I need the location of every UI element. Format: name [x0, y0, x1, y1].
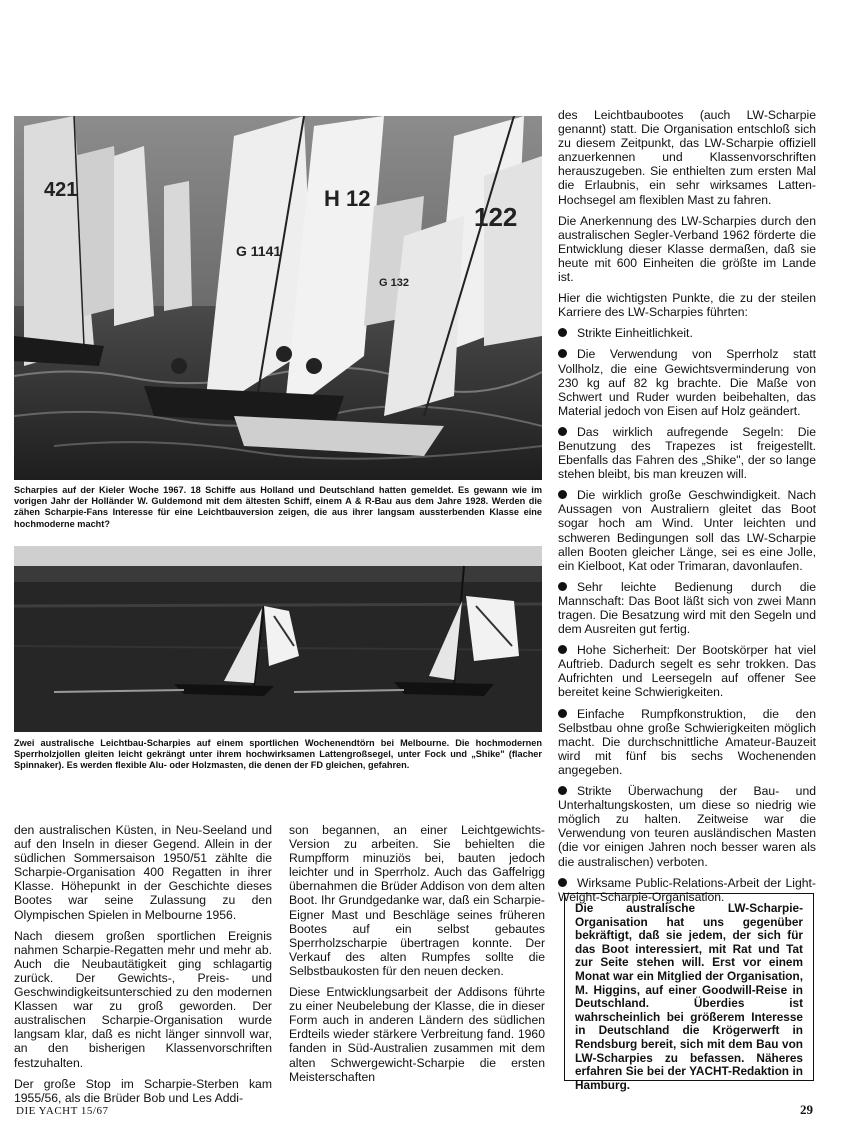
bullet-text: Das wirklich aufregende Segeln: Die Benutzung des Trapezes ist freigestellt. Ebenfalls das Fahren des „Shike", der so lange stehen bleibt, bis man kreuzen will.	[558, 424, 816, 482]
column-3-paragraph: Hier die wichtigsten Punkte, die zu der steilen Karriere des LW-Scharpies führten:	[558, 291, 816, 320]
regatta-photo-image	[14, 116, 542, 480]
sail-number-g1141: G 1141	[236, 243, 282, 259]
info-box	[564, 893, 814, 1092]
bullet-text: Einfache Rumpfkonstruktion, die den Selbstbau ohne große Schwierigkeiten möglich macht. Die durchschnittliche Amateur-Bauzeit wird mit fünf bis sechs Wochenenden angegeben.	[558, 706, 816, 777]
bullet-item	[558, 347, 816, 417]
bullet-text: Hohe Sicherheit: Der Bootskörper hat viel Auftrieb. Dadurch segelt es sehr trokken. Das Aufrichten und Leersegeln auf offener See bereitet keine Schwierigkeiten.	[558, 643, 816, 700]
bullet-item	[558, 707, 816, 777]
bullet-item	[558, 643, 816, 699]
regatta-photo	[14, 116, 542, 480]
column-1-paragraph: Der große Stop im Scharpie-Sterben kam 1955/56, als die Brüder Bob und Les Addi-	[14, 1076, 272, 1105]
article-column-3	[558, 108, 816, 911]
column-3-paragraph: des Leichtbaubootes (auch LW-Scharpie genannt) statt. Die Organisation entschloß sich zu diesem Zeitpunkt, das LW-Scharpie offiziell anzuerkennen und Klassenvorschriften herauszugeben. Sie enthielten zum ersten Mal die Erlaubnis, ein sehr wirksames Latten-Hochsegel am flexiblen Mast zu fahren.	[558, 108, 816, 207]
melbourne-photo-image	[14, 546, 542, 732]
bullet-item	[558, 326, 816, 340]
bullet-icon	[558, 582, 567, 591]
bullet-text: Wirksame Public-Relations-Arbeit der Light-Weight-Scharpie-Organisation.	[558, 875, 816, 904]
bullet-text: Sehr leichte Bedienung durch die Mannschaft: Das Boot läßt sich von zwei Mann tragen. Die Besatzung wird mit den Segeln und dem Ausreiten gut fertig.	[558, 579, 816, 637]
bullet-icon	[558, 427, 567, 436]
column-2-paragraph: son begannen, an einer Leichtgewichts-Version zu arbeiten. Sie behielten die Rumpfform minuziös bei, bauten jedoch leichter und in Sperrholz. Auch das Gaffelrigg übernahmen die Brüder Addison von dem alten Boot. Ihr Grundgedanke war, daß ein Scharpie-Eigner Mast und Beschläge seines früheren Bootes auf ein selbst gebautes Sperrholzscharpie übertragen konnte. Der Verkauf des alten Rumpfes sollte die Selbstbaukosten für den neuen decken.	[289, 823, 545, 978]
sail-number-h12: H 12	[324, 186, 371, 211]
bullet-icon	[558, 328, 567, 337]
column-3-paragraph: Die Anerkennung des LW-Scharpies durch den australischen Segler-Verband 1962 förderte die Entwicklung dieser Klasse dermaßen, daß sie heute mit 600 Einheiten die größte im Lande ist.	[558, 213, 816, 285]
bullet-item	[558, 784, 816, 869]
bullet-text: Die wirklich große Geschwindigkeit. Nach Aussagen von Australiern gleitet das Boot sogar hoch am Wind. Unter leichten und schweren Bedingungen soll das LW-Scharpie allen Booten gleicher Länge, sei es eine Jolle, ein Kielboot, Kat oder Trimaran, davonlaufen.	[558, 488, 816, 573]
bullet-text: Strikte Überwachung der Bau- und Unterhaltungskosten, um diese so niedrig wie möglich zu halten. Zeitweise war die Verwendung von teuren ausländischen Masten (die vor einigen Jahren noch besser waren als die australischen) verboten.	[558, 784, 816, 869]
page-number: 29	[800, 1102, 813, 1117]
regatta-photo-caption: Scharpies auf der Kieler Woche 1967. 18 Schiffe aus Holland und Deutschland hatten gemeldet. Es gewann wie im vorigen Jahr der Holländer W. Guldemond mit dem ältesten Schiff, einem A & R-Bau aus dem Jahre 1928. Werden die zähen Scharpie-Fans Interesse für eine Leichtbauversion zeigen, die aus ihrer langsam aussterbenden Klasse eine hochmoderne macht?	[14, 485, 542, 529]
magazine-issue: DIE YACHT 15/67	[16, 1105, 109, 1117]
bullet-icon	[558, 709, 567, 718]
bullet-text: Strikte Einheitlichkeit.	[577, 326, 693, 341]
sail-number-421: 421	[44, 179, 78, 201]
bullet-icon	[558, 786, 567, 795]
bullet-item	[558, 488, 816, 573]
column-2-paragraph: Diese Entwicklungsarbeit der Addisons führte zu einer Neubelebung der Klasse, die in dieser Form auch in anderen Ländern des südlichen Erdteils wieder stärkere Verbreitung fand. 1960 fanden in Süd-Australien zusammen mit dem alten Schwergewicht-Scharpie die ersten Meisterschaften	[289, 985, 545, 1084]
info-box-text: Die australische LW-Scharpie-Organisation hat uns gegenüber bekräftigt, daß sie jedem, der sich für das Boot interessiert, mit Rat und Tat zur Seite stehen will. Erst vor einem Monat war ein Mitglied der Organisation, M. Higgins, auf einer Goodwill-Reise in Deutschland. Überdies ist wahrscheinlich bei größerem Interesse in Deutschland die Krögerwerft in Rendsburg bereit, sich mit dem Bau von LW-Scharpies zu befassen. Näheres erfahren Sie bei der YACHT-Redaktion in Hamburg.	[575, 901, 803, 1092]
bullet-icon	[558, 490, 567, 499]
bullet-text: Die Verwendung von Sperrholz statt Vollholz, die eine Gewichtsverminderung von 230 kg auf 82 kg brachte. Die Maße von Schwert und Ruder wurden beibehalten, das Material jedoch von Eisen auf Holz geändert.	[558, 347, 816, 418]
sail-number-g132: G 132	[379, 277, 409, 289]
melbourne-photo-caption: Zwei australische Leichtbau-Scharpies auf einem sportlichen Wochenendtörn bei Melbourne. Die hochmodernen Sperrholzjollen gleiten leicht gekrängt unter ihrem hochwirksamen Lattengroßsegel, unter Fock und „Shike" (flacher Spinnaker). Es werden flexible Alu- oder Holzmasten, die denen der FD gleichen, gefahren.	[14, 738, 542, 771]
bullet-item	[558, 425, 816, 481]
article-column-1	[14, 823, 272, 1112]
sail-number-122: 122	[474, 202, 518, 232]
bullet-item	[558, 580, 816, 636]
bullet-icon	[558, 645, 567, 654]
article-column-2	[289, 823, 545, 1091]
column-1-paragraph: den australischen Küsten, in Neu-Seeland und auf den Inseln in dieser Gegend. Allein in der südlichen Sommersaison 1950/51 zählte die Scharpie-Organisation 400 Regatten in ihrer Klasse. Höhepunkt in der Geschichte dieses Bootes war seine Zulassung zu den Olympischen Spielen in Melbourne 1956.	[14, 823, 272, 922]
bullet-icon	[558, 878, 567, 887]
melbourne-photo	[14, 546, 542, 732]
column-1-paragraph: Nach diesem großen sportlichen Ereignis nahmen Scharpie-Regatten mehr und mehr ab. Auch die Neubautätigkeit ging schlagartig zurück. Der Gewichts-, Preis- und Geschwindigkeitsunterschied zu den modernen Klassen war zu groß geworden. Der australischen Scharpie-Organisation wurde langsam klar, daß es nicht länger sinnvoll war, an den bisherigen Klassenvorschriften festzuhalten.	[14, 928, 272, 1070]
bullet-icon	[558, 349, 567, 358]
